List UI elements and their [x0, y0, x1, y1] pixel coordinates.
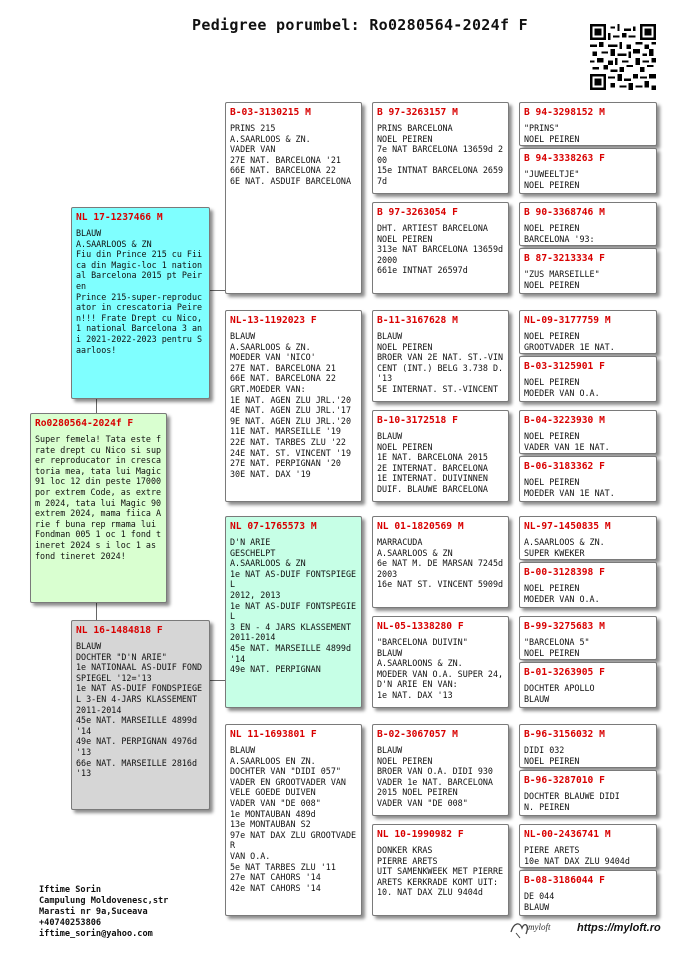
connector-line [208, 290, 226, 291]
ancestor-notes: NOEL PEIREN MOEDER VAN O.A. [524, 583, 600, 604]
great-grandparent-card [372, 516, 509, 608]
great-grandparent-card [372, 824, 509, 916]
grandparent-ring: NL 11-1693801 F [230, 729, 317, 740]
ancestor-notes: "PRINS" NOEL PEIREN [524, 123, 580, 144]
grandparent-notes: BLAUW A.SAARLOOS EN ZN. DOCHTER VAN "DIDI 057" VADER EN GROOTVADER VAN VELE GOEDE DUIVEN VADER VAN "DE 008" 1e MONTAUBAN 489d 13e MONTAUBAN S2 97e NAT DAX ZLU GROOTVADER VAN O.A. 5e NAT TARBES ZLU '11 27e NAT CAHORS '14 42e NAT CAHORS '14 [230, 745, 357, 893]
ancestor-card [519, 202, 657, 246]
ancestor-notes: NOEL PEIREN GROOTVADER 1E NAT. [524, 331, 615, 352]
ancestor-notes: NOEL PEIREN MOEDER VAN 1E NAT. [524, 477, 615, 498]
ancestor-ring: NL-09-3177759 M [524, 315, 611, 326]
ancestor-card [519, 724, 657, 768]
ancestor-ring: B-04-3223930 M [524, 415, 605, 426]
grandparent-card [225, 516, 362, 708]
great-grandparent-notes: DONKER KRAS PIERRE ARETS UIT SAMENKWEEK MET PIERRE ARETS KERKRADE KOMT UIT: 10. NAT DAX ZLU 9404d [377, 845, 504, 898]
great-grandparent-notes: BLAUW NOEL PEIREN BROER VAN O.A. DIDI 930 VADER 1e NAT. BARCELONA 2015 NOEL PEIREN VADER VAN "DE 008" [377, 745, 493, 808]
ancestor-card [519, 356, 657, 402]
ancestor-ring: NL-97-1450835 M [524, 521, 611, 532]
grandparent-card [225, 102, 362, 294]
connector-line [210, 680, 226, 681]
ancestor-notes: NOEL PEIREN VADER VAN 1E NAT. [524, 431, 610, 452]
sire-ring: NL 17-1237466 M [76, 212, 163, 223]
ancestor-notes: "ZUS MARSEILLE" NOEL PEIREN [524, 269, 600, 290]
ancestor-notes: NOEL PEIREN MOEDER VAN O.A. [524, 377, 600, 398]
ancestor-notes: A.SAARLOOS & ZN. SUPER KWEKER [524, 537, 605, 558]
ancestor-card [519, 662, 657, 708]
ancestor-card [519, 770, 657, 816]
ancestor-card [519, 824, 657, 868]
great-grandparent-ring: B-02-3067057 M [377, 729, 458, 740]
ancestor-notes: "JUWEELTJE" NOEL PEIREN [524, 169, 580, 190]
great-grandparent-card [372, 202, 509, 294]
ancestor-card [519, 516, 657, 560]
great-grandparent-ring: NL 10-1990982 F [377, 829, 464, 840]
owner-contact: Iftime Sorin Campulung Moldovenesc,str Marasti nr 9a,Suceava +40740253806 iftime_sorin@yahoo.com [39, 885, 169, 939]
dam-notes: BLAUW DOCHTER "D'N ARIE" 1e NATIONAAL AS-DUIF FONDSPIEGEL '12='13 1e NAT AS-DUIF FONDSPIEGEL 3-EN 4-JARS KLASSEMENT 2011-2014 45e NAT. MARSEILLE 4899d '14 49e NAT. PERPIGNAN 4976d '13 66e NAT. MARSEILLE 2816d '13 [76, 641, 203, 779]
great-grandparent-ring: NL-05-1338280 F [377, 621, 464, 632]
ancestor-notes: DE 044 BLAUW [524, 891, 555, 912]
grandparent-ring: NL-13-1192023 F [230, 315, 317, 326]
grandparent-card [225, 310, 362, 502]
great-grandparent-notes: "BARCELONA DUIVIN" BLAUW A.SAARLOONS & ZN. MOEDER VAN O.A. SUPER 24, D'N ARIE EN VAN: 1e NAT. DAX '13 [377, 637, 504, 700]
ancestor-ring: B-96-3287010 F [524, 775, 605, 786]
ancestor-ring: B 90-3368746 M [524, 207, 605, 218]
ancestor-card [519, 248, 657, 294]
great-grandparent-notes: MARRACUDA A.SAARLOOS & ZN 6e NAT M. DE MARSAN 7245d 2003 16e NAT ST. VINCENT 5909d [377, 537, 504, 590]
great-grandparent-ring: B 97-3263054 F [377, 207, 458, 218]
great-grandparent-card [372, 310, 509, 402]
subject-ring: Ro0280564-2024f F [35, 418, 134, 429]
ancestor-notes: NOEL PEIREN BARCELONA '93: [524, 223, 595, 244]
ancestor-ring: B 87-3213334 F [524, 253, 605, 264]
ancestor-notes: "BARCELONA 5" NOEL PEIREN [524, 637, 590, 658]
ancestor-ring: B-99-3275683 M [524, 621, 605, 632]
dam-card [71, 620, 210, 810]
ancestor-notes: PIERE ARETS 10e NAT DAX ZLU 9404d [524, 845, 630, 866]
qr-code [590, 24, 656, 90]
ancestor-notes: DIDI 032 NOEL PEIREN [524, 745, 580, 766]
subject-notes: Super femela! Tata este frate drept cu Nico si super reproducator in crescatoria mea, tata lui Magic 91 loc 12 din peste 17000 por extrem Code, as extrem 2024, tata lui Magic 90 extrem 2024, mama fiica Arie f buna rep rmama lui Fondman 005 1 oc 1 fond tineret 2024 s i loc 1 as fond tineret 2024! [35, 434, 167, 561]
great-grandparent-ring: B-10-3172518 F [377, 415, 458, 426]
ancestor-ring: B-03-3125901 F [524, 361, 605, 372]
ancestor-card [519, 410, 657, 454]
page-title: Pedigree porumbel: Ro0280564-2024f F [192, 16, 528, 34]
great-grandparent-notes: BLAUW NOEL PEIREN BROER VAN 2E NAT. ST.-VINCENT (INT.) BELG 3.738 D. '13 5E INTERNAT. ST.-VINCENT [377, 331, 504, 394]
ancestor-ring: B 94-3338263 F [524, 153, 605, 164]
sire-card [71, 207, 210, 399]
ancestor-card [519, 310, 657, 354]
ancestor-card [519, 562, 657, 608]
ancestor-notes: DOCHTER BLAUWE DIDI N. PEIREN [524, 791, 620, 812]
great-grandparent-card [372, 410, 509, 502]
great-grandparent-card [372, 724, 509, 816]
ancestor-card [519, 102, 657, 146]
great-grandparent-ring: B-11-3167628 M [377, 315, 458, 326]
great-grandparent-notes: PRINS BARCELONA NOEL PEIREN 7e NAT BARCELONA 13659d 200 15e INTNAT BARCELONA 26597d [377, 123, 504, 186]
grandparent-ring: NL 07-1765573 M [230, 521, 317, 532]
ancestor-card [519, 870, 657, 916]
ancestor-ring: B-00-3128398 F [524, 567, 605, 578]
ancestor-card [519, 616, 657, 660]
ancestor-ring: B-01-3263905 F [524, 667, 605, 678]
ancestor-ring: B-06-3183362 F [524, 461, 605, 472]
ancestor-ring: B-08-3186044 F [524, 875, 605, 886]
great-grandparent-notes: BLAUW NOEL PEIREN 1E NAT. BARCELONA 2015 2E INTERNAT. BARCELONA 1E INTERNAT. DUIVINNEN DUIF. BLAUWE BARCELONA [377, 431, 488, 494]
ancestor-ring: NL-00-2436741 M [524, 829, 611, 840]
brand-url[interactable]: https://myloft.ro [577, 922, 661, 934]
great-grandparent-notes: DHT. ARTIEST BARCELONA NOEL PEIREN 313e NAT BARCELONA 13659d 2000 661e INTNAT 26597d [377, 223, 504, 276]
dam-ring: NL 16-1484818 F [76, 625, 163, 636]
grandparent-card [225, 724, 362, 916]
great-grandparent-ring: B 97-3263157 M [377, 107, 458, 118]
connector-line [96, 600, 97, 620]
great-grandparent-ring: NL 01-1820569 M [377, 521, 464, 532]
great-grandparent-card [372, 102, 509, 194]
grandparent-ring: B-03-3130215 M [230, 107, 311, 118]
ancestor-card [519, 148, 657, 194]
ancestor-ring: B 94-3298152 M [524, 107, 605, 118]
brand-name: myloft [528, 922, 551, 932]
great-grandparent-card [372, 616, 509, 708]
subject-card [30, 413, 167, 603]
grandparent-notes: D'N ARIE GESCHELPT A.SAARLOOS & ZN 1e NAT AS-DUIF FONTSPIEGEL 2012, 2013 1e NAT AS-DUIF FONTSPEGIEL 3 EN - 4 JARS KLASSEMENT 2011-2014 45e NAT. MARSEILLE 4899d '14 49e NAT. PERPIGNAN [230, 537, 357, 675]
sire-notes: BLAUW A.SAARLOOS & ZN Fiu din Prince 215 cu Fiica din Magic-loc 1 national Barcelona 2015 pt Peiren Prince 215-super-reproducator in crescatoria Peiren!!! Frate Drept cu Nico, 1 national Barcelona 3 ani 2021-2022-2023 pentru Saarloos! [76, 228, 203, 355]
grandparent-notes: PRINS 215 A.SAARLOOS & ZN. VADER VAN 27E NAT. BARCELONA '21 66E NAT. BARCELONA 22 6E NAT. ASDUIF BARCELONA [230, 123, 352, 186]
grandparent-notes: BLAUW A.SAARLOOS & ZN. MOEDER VAN 'NICO' 27E NAT. BARCELONA 21 66E NAT. BARCELONA 22 GRT.MOEDER VAN: 1E NAT. AGEN ZLU JRL.'20 4E NAT. AGEN ZLU JRL.'17 9E NAT. AGEN ZLU JRL.'20 11E NAT. MARSEILLE '19 22E NAT. TARBES ZLU '22 24E NAT. ST. VINCENT '19 27E NAT. PERPIGNAN '20 30E NAT. DAX '19 [230, 331, 352, 479]
ancestor-notes: DOCHTER APOLLO BLAUW [524, 683, 595, 704]
ancestor-ring: B-96-3156032 M [524, 729, 605, 740]
ancestor-card [519, 456, 657, 502]
